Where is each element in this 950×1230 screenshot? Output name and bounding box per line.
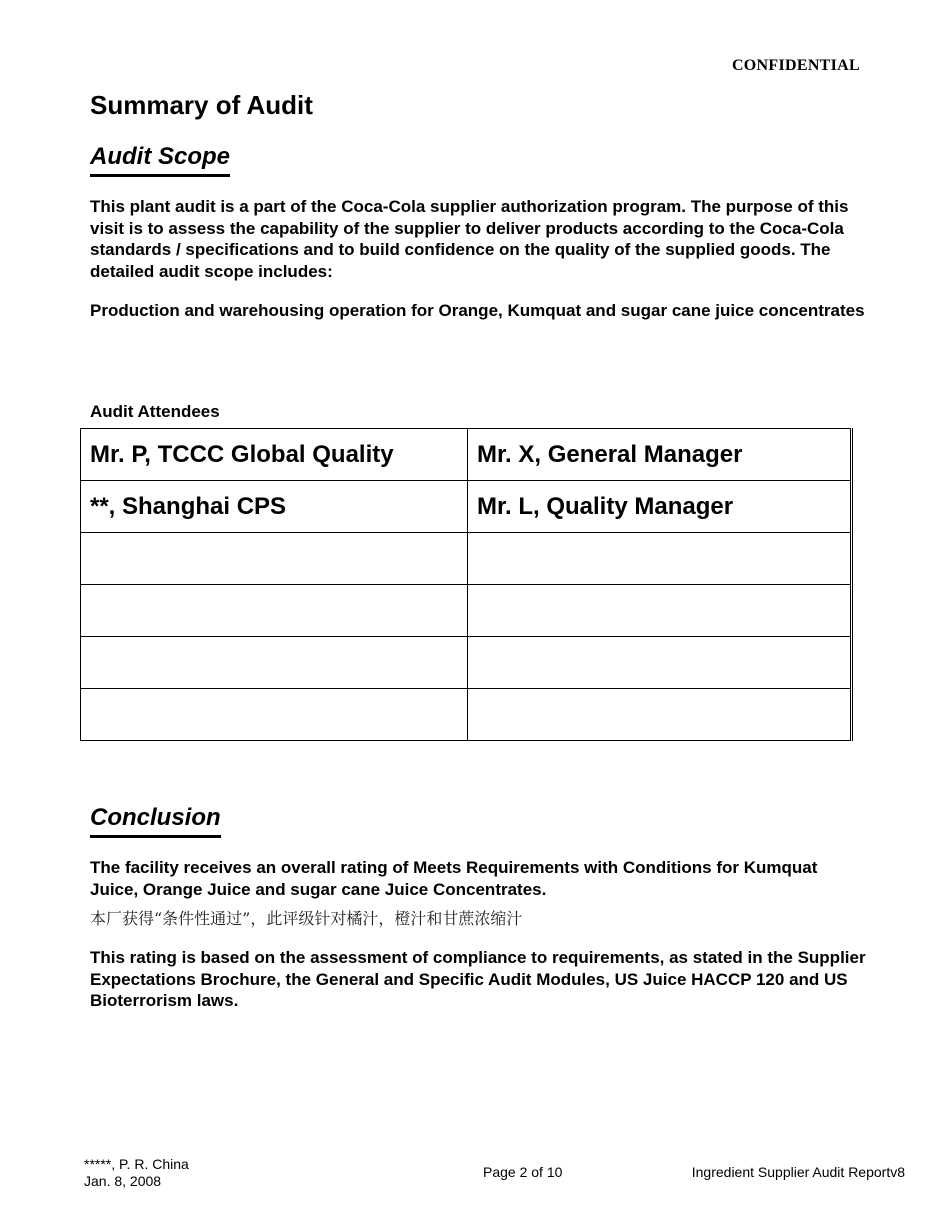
table-cell: Mr. L, Quality Manager	[468, 481, 852, 533]
table-row	[81, 533, 852, 585]
table-cell	[81, 637, 468, 689]
table-row	[81, 689, 852, 741]
table-row	[81, 585, 852, 637]
table-cell: Mr. P, TCCC Global Quality	[81, 429, 468, 481]
page-title: Summary of Audit	[90, 90, 313, 120]
audit-scope-paragraph: This plant audit is a part of the Coca-Cola supplier authorization program. The purpose of this visit is to assess the capability of the supplier to deliver products according to the Coca-Cola standards / specifications and to build confidence on the quality of the supplied goods. The detailed audit scope includes:	[90, 197, 849, 281]
attendees-table	[80, 428, 853, 741]
confidential-label: CONFIDENTIAL	[731, 57, 860, 74]
table-cell	[81, 533, 468, 585]
table-cell	[468, 637, 852, 689]
table-cell: **, Shanghai CPS	[81, 481, 468, 533]
table-row	[81, 481, 852, 533]
conclusion-chinese-text: 本厂获得“条件性通过”，此评级针对橘汁，橙汁和甘蔗浓缩汁	[90, 909, 523, 928]
table-row	[81, 429, 852, 481]
table-cell	[468, 689, 852, 741]
conclusion-heading: Conclusion	[90, 803, 221, 838]
conclusion-paragraph: The facility receives an overall rating of Meets Requirements with Conditions for Kumquat Juice, Orange Juice and sugar cane Juice Concentrates.	[90, 858, 818, 899]
footer-location: *****, P. R. China	[84, 1156, 189, 1172]
attendees-label: Audit Attendees	[90, 402, 220, 421]
footer-page-number: Page 2 of 10	[483, 1164, 563, 1180]
table-cell: Mr. X, General Manager	[468, 429, 852, 481]
footer-report-name: Ingredient Supplier Audit Reportv8	[691, 1164, 905, 1180]
table-cell	[468, 533, 852, 585]
table-cell	[81, 585, 468, 637]
audit-scope-detail: Production and warehousing operation for Orange, Kumquat and sugar cane juice concentrates	[90, 301, 865, 320]
table-cell	[468, 585, 852, 637]
table-row	[81, 637, 852, 689]
table-cell	[81, 689, 468, 741]
audit-scope-heading: Audit Scope	[90, 142, 230, 177]
conclusion-basis-paragraph: This rating is based on the assessment of compliance to requirements, as stated in the Supplier Expectations Brochure, the General and Specific Audit Modules, US Juice HACCP 120 and US Bioterrorism laws.	[90, 948, 866, 1010]
footer-date: Jan. 8, 2008	[84, 1173, 162, 1189]
